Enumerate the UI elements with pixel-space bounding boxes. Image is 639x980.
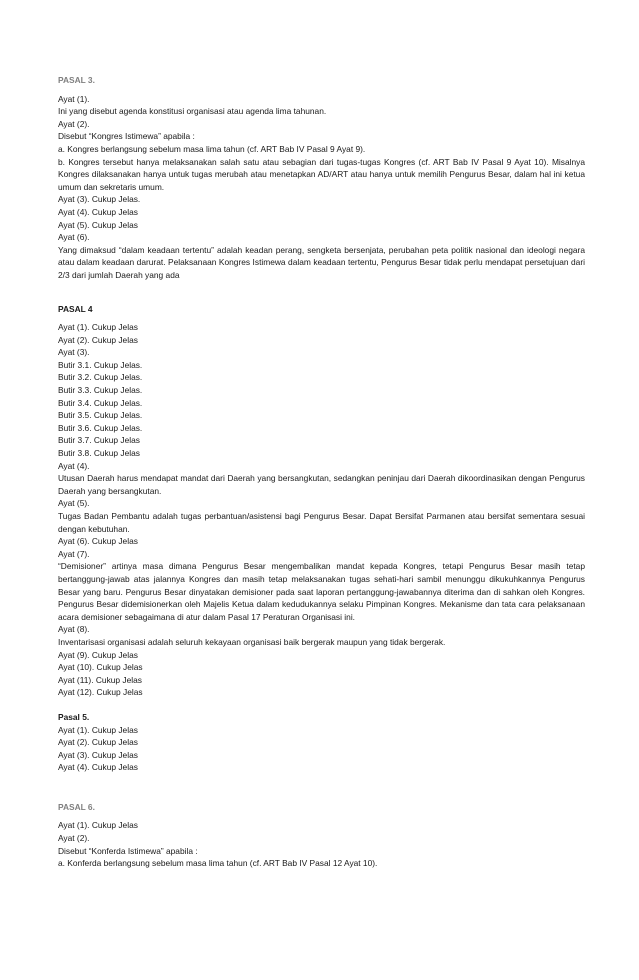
pasal-4-ayat-9: Ayat (9). Cukup Jelas — [58, 649, 138, 660]
document-page — [58, 74, 585, 870]
pasal-4-ayat-3: Ayat (3). — [58, 347, 90, 358]
pasal-3-heading: PASAL 3. — [58, 75, 95, 85]
pasal-4-heading: PASAL 4 — [58, 303, 93, 314]
pasal-3-ayat-1: Ayat (1). — [58, 93, 90, 104]
pasal-3-ayat-2: Ayat (2). — [58, 118, 90, 129]
pasal-6-item-a: a. Konferda berlangsung sebelum masa lima tahun (cf. ART Bab IV Pasal 12 Ayat 10). — [58, 858, 378, 869]
pasal-4-butir-3-5: Butir 3.5. Cukup Jelas. — [58, 410, 143, 421]
pasal-3-ayat-3: Ayat (3). Cukup Jelas. — [58, 194, 141, 205]
pasal-5-ayat-4: Ayat (4). Cukup Jelas — [58, 762, 138, 773]
pasal-4-butir-3-8: Butir 3.8. Cukup Jelas — [58, 448, 140, 459]
pasal-4-butir-3-1: Butir 3.1. Cukup Jelas. — [58, 359, 143, 370]
pasal-4-butir-3-7: Butir 3.7. Cukup Jelas — [58, 435, 140, 446]
pasal-3-item-a: a. Kongres berlangsung sebelum masa lima tahun (cf. ART Bab IV Pasal 9 Ayat 9). — [58, 143, 366, 154]
pasal-3-item-b: b. Kongres tersebut hanya melaksanakan salah satu atau sebagian dari tugas-tugas Kongres (cf. ART Bab IV Pasal 9 Ayat 10). Misalnya Kongres dilaksanakan hanya untuk tugas merubah atau menetapkan AD/ART atau hanya untuk memilih Pengurus Besar, dalam hal ini ketua umum dan sekretaris umum. — [58, 156, 585, 192]
pasal-4-ayat-7-text: “Demisioner” artinya masa dimana Pengurus Besar mengembalikan mandat kepada Kongres, tetapi Pengurus Besar masih tetap bertanggung-jawab atas jalannya Kongres dan masih tetap melaksanakan tugas sehati-hari sambil menunggu dikukuhkannya Pengurus Besar yang baru. Pengurus Besar dinyatakan demisioner pada saat laporan pertanggung-jawabannya diterima dan di sahkan oleh Kongres. Pengurus Besar didemisionerkan oleh Majelis Ketua dalam kedudukannya selaku Pimpinan Kongres. Mekanisme dan tata cara pelaksanaan acara demisioner sebagaimana di atur dalam Pasal 17 Peraturan Organisasi ini. — [58, 561, 585, 622]
pasal-3-ayat-6-text: Yang dimaksud “dalam keadaan tertentu” adalah keadan perang, sengketa bersenjata, perubahan peta politik nasional dan ideologi negara atau dalam keadaan darurat. Pelaksanaan Kongres Istimewa dalam keadaan tertentu, Pengurus Besar tidak perlu mendapat persetujuan dari 2/3 dari jumlah Daerah yang ada — [58, 244, 585, 280]
pasal-4-ayat-2: Ayat (2). Cukup Jelas — [58, 334, 138, 345]
pasal-6-ayat-1: Ayat (1). Cukup Jelas — [58, 820, 138, 831]
pasal-4-ayat-5: Ayat (5). — [58, 498, 90, 509]
pasal-5-ayat-1: Ayat (1). Cukup Jelas — [58, 724, 138, 735]
pasal-4-ayat-6: Ayat (6). Cukup Jelas — [58, 536, 138, 547]
pasal-5-ayat-3: Ayat (3). Cukup Jelas — [58, 749, 138, 760]
pasal-6-ayat-2: Ayat (2). — [58, 833, 90, 844]
pasal-3-ayat-4: Ayat (4). Cukup Jelas — [58, 206, 138, 217]
pasal-4-ayat-5-text: Tugas Badan Pembantu adalah tugas perbantuan/asistensi bagi Pengurus Besar. Dapat Bersifat Parmanen atau bersifat sementara sesuai dengan kebutuhan. — [58, 511, 585, 534]
pasal-4-ayat-8: Ayat (8). — [58, 624, 90, 635]
pasal-4-butir-3-2: Butir 3.2. Cukup Jelas. — [58, 372, 143, 383]
pasal-4-butir-3-4: Butir 3.4. Cukup Jelas. — [58, 397, 143, 408]
pasal-3-ayat-2-text: Disebut “Kongres Istimewa” apabila : — [58, 131, 195, 142]
pasal-4-ayat-10: Ayat (10). Cukup Jelas — [58, 662, 143, 673]
pasal-6-ayat-2-text: Disebut “Konferda Istimewa” apabila : — [58, 845, 198, 856]
pasal-5-heading: Pasal 5. — [58, 711, 90, 722]
pasal-4-ayat-4-text: Utusan Daerah harus mendapat mandat dari Daerah yang bersangkutan, sedangkan peninjau dari Daerah dikoordinasikan dengan Pengurus Daerah yang bersangkutan. — [58, 473, 585, 496]
pasal-4-ayat-7: Ayat (7). — [58, 548, 90, 559]
pasal-4-ayat-12: Ayat (12). Cukup Jelas — [58, 687, 143, 698]
pasal-3-ayat-1-text: Ini yang disebut agenda konstitusi organisasi atau agenda lima tahunan. — [58, 106, 327, 117]
pasal-5-ayat-2: Ayat (2). Cukup Jelas — [58, 737, 138, 748]
pasal-3-ayat-6: Ayat (6). — [58, 232, 90, 243]
pasal-4-butir-3-3: Butir 3.3. Cukup Jelas. — [58, 385, 143, 396]
pasal-4-butir-3-6: Butir 3.6. Cukup Jelas. — [58, 422, 143, 433]
pasal-4-ayat-8-text: Inventarisasi organisasi adalah seluruh kekayaan organisasi baik bergerak maupun yang tidak bergerak. — [58, 636, 446, 647]
pasal-3-ayat-5: Ayat (5). Cukup Jelas — [58, 219, 138, 230]
pasal-4-ayat-4: Ayat (4). — [58, 460, 90, 471]
pasal-6-heading: PASAL 6. — [58, 801, 95, 812]
pasal-4-ayat-1: Ayat (1). Cukup Jelas — [58, 322, 138, 333]
pasal-4-ayat-11: Ayat (11). Cukup Jelas — [58, 674, 142, 685]
